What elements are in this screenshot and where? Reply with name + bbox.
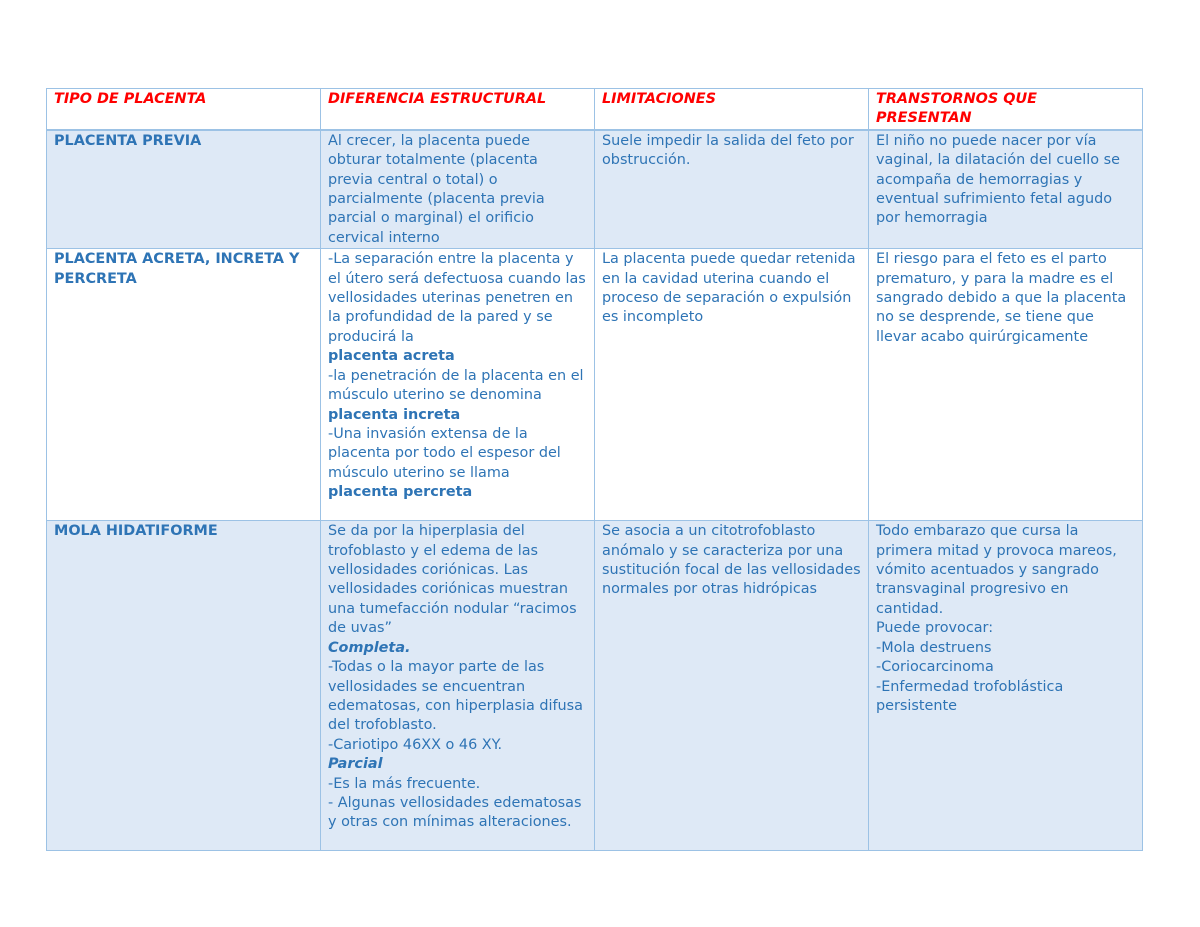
limitaciones-cell: Suele impedir la salida del feto por obstrucción. [595, 130, 869, 249]
table-header-row [47, 89, 1143, 130]
acreta-term: placenta acreta [328, 348, 455, 365]
mola-trastorno-label: Puede provocar: [876, 620, 994, 637]
mola-trastorno-intro: Todo embarazo que cursa la primera mitad y provoca mareos, vómito acentuados y sangrado transvaginal progresivo en cantidad. [876, 523, 1117, 617]
mola-trastorno-item: -Coriocarcinoma [876, 659, 994, 676]
limitaciones-cell: La placenta puede quedar retenida en la cavidad uterina cuando el proceso de separación o expulsión es incompleto [595, 249, 869, 521]
parcial-text-2: - Algunas vellosidades edematosas y otras con mínimas alteraciones. [328, 794, 582, 831]
header-transtornos: TRANSTORNOS QUE PRESENTAN [869, 89, 1143, 130]
row-type: PLACENTA ACRETA, INCRETA Y PERCRETA [47, 249, 321, 521]
header-diferencia: DIFERENCIA ESTRUCTURAL [321, 89, 595, 130]
acreta-text: -La separación entre la placenta y el útero será defectuosa cuando las vellosidades uterinas penetren en la profundidad de la pared y se producirá la [328, 251, 586, 345]
completa-text-2: -Cariotipo 46XX o 46 XY. [328, 736, 503, 753]
transtornos-cell [869, 521, 1143, 851]
completa-label: Completa. [328, 639, 411, 656]
percreta-term: placenta percreta [328, 484, 473, 501]
placenta-table [46, 88, 1143, 851]
parcial-label: Parcial [328, 756, 383, 773]
header-tipo: TIPO DE PLACENTA [47, 89, 321, 130]
table-row-previa [47, 130, 1143, 249]
diferencia-cell: Al crecer, la placenta puede obturar totalmente (placenta previa central o total) o parcialmente (placenta previa parcial o marginal) el orificio cervical interno [321, 130, 595, 249]
limitaciones-cell: Se asocia a un citotrofoblasto anómalo y se caracteriza por una sustitución focal de las vellosidades normales por otras hidrópicas [595, 521, 869, 851]
diferencia-cell [321, 521, 595, 851]
table-row-mola [47, 521, 1143, 851]
table-row-acreta [47, 249, 1143, 521]
header-limitaciones: LIMITACIONES [595, 89, 869, 130]
mola-trastorno-item: -Mola destruens [876, 639, 992, 656]
transtornos-cell: El riesgo para el feto es el parto prematuro, y para la madre es el sangrado debido a que la placenta no se desprende, se tiene que llevar acabo quirúrgicamente [869, 249, 1143, 521]
increta-text: -la penetración de la placenta en el músculo uterino se denomina [328, 367, 584, 404]
percreta-text: -Una invasión extensa de la placenta por todo el espesor del músculo uterino se llama [328, 425, 561, 481]
transtornos-cell: El niño no puede nacer por vía vaginal, la dilatación del cuello se acompaña de hemorragias y eventual sufrimiento fetal agudo por hemorragia [869, 130, 1143, 249]
diferencia-cell [321, 249, 595, 521]
mola-trastorno-item: -Enfermedad trofoblástica persistente [876, 678, 1064, 714]
completa-text-1: -Todas o la mayor parte de las vellosidades se encuentran edematosas, con hiperplasia difusa del trofoblasto. [328, 659, 583, 734]
parcial-text-1: -Es la más frecuente. [328, 775, 481, 792]
mola-intro: Se da por la hiperplasia del trofoblasto y el edema de las vellosidades coriónicas. Las vellosidades coriónicas muestran una tumefacción nodular “racimos de uvas” [328, 523, 577, 637]
increta-term: placenta increta [328, 406, 461, 423]
row-type: PLACENTA PREVIA [47, 130, 321, 249]
row-type: MOLA HIDATIFORME [47, 521, 321, 851]
